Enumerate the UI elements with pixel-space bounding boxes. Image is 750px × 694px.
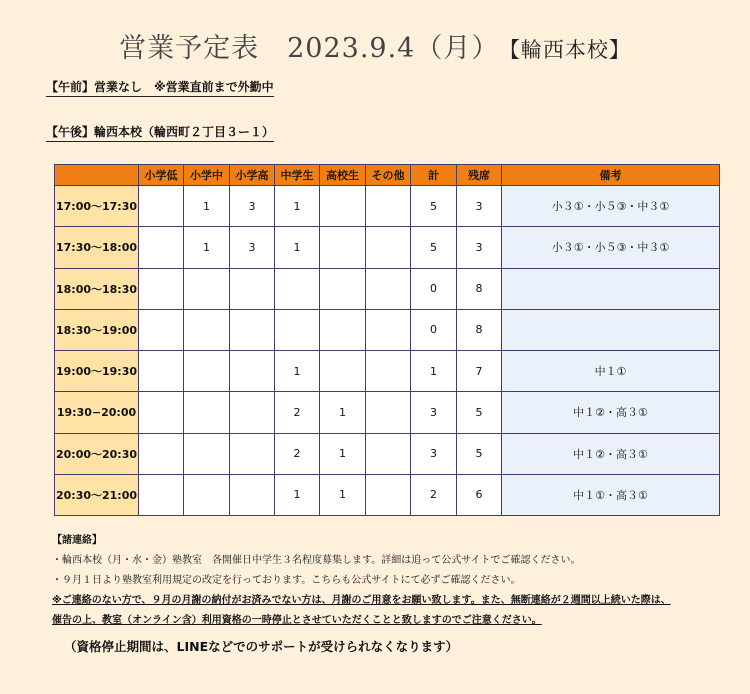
column-header — [55, 165, 139, 186]
column-header: 計 — [411, 165, 457, 186]
table-row — [55, 351, 720, 392]
count-cell — [230, 474, 275, 515]
time-slot: 19:00〜19:30 — [55, 351, 139, 392]
count-cell — [366, 351, 411, 392]
final-note: （資格停止期間は、LINEなどでのサポートが受けられなくなります） — [64, 639, 459, 654]
count-cell: 1 — [275, 227, 320, 268]
count-cell: 1 — [320, 433, 366, 474]
remarks-cell: 中１①・高３① — [502, 474, 720, 515]
count-cell: 3 — [230, 186, 275, 227]
table-row — [55, 392, 720, 433]
time-slot: 18:00〜18:30 — [55, 268, 139, 309]
count-cell — [366, 309, 411, 350]
count-cell — [230, 268, 275, 309]
remarks-cell: 中１②・高３① — [502, 392, 720, 433]
time-slot: 17:30〜18:00 — [55, 227, 139, 268]
count-cell: 1 — [275, 474, 320, 515]
column-header: 小学低 — [139, 165, 184, 186]
count-cell: 8 — [457, 268, 502, 309]
table-row — [55, 433, 720, 474]
table-header-row — [55, 165, 720, 186]
count-cell: 1 — [275, 186, 320, 227]
count-cell — [184, 392, 230, 433]
count-cell — [320, 268, 366, 309]
count-cell: 8 — [457, 309, 502, 350]
count-cell — [139, 433, 184, 474]
count-cell — [139, 309, 184, 350]
table-row — [55, 186, 720, 227]
count-cell — [184, 351, 230, 392]
column-header: 小学中 — [184, 165, 230, 186]
count-cell — [139, 227, 184, 268]
count-cell: 3 — [457, 186, 502, 227]
remarks-cell — [502, 268, 720, 309]
note-warning: 催告の上、教室（オンライン含）利用資格の一時停止とさせていただくことと致しますのでご注意ください。 — [52, 615, 542, 626]
count-cell: 2 — [275, 433, 320, 474]
column-header: 高校生 — [320, 165, 366, 186]
column-header: 残席 — [457, 165, 502, 186]
count-cell: 1 — [411, 351, 457, 392]
count-cell: 5 — [457, 433, 502, 474]
count-cell: 1 — [320, 392, 366, 433]
count-cell: 5 — [457, 392, 502, 433]
count-cell — [139, 392, 184, 433]
schedule-table — [54, 164, 720, 516]
count-cell — [320, 309, 366, 350]
page-title — [0, 26, 750, 65]
count-cell: 1 — [320, 474, 366, 515]
count-cell — [230, 351, 275, 392]
table-row — [55, 227, 720, 268]
remarks-cell — [502, 309, 720, 350]
count-cell — [366, 474, 411, 515]
count-cell — [139, 186, 184, 227]
table-row — [55, 474, 720, 515]
count-cell — [320, 227, 366, 268]
time-slot: 17:00〜17:30 — [55, 186, 139, 227]
count-cell: 1 — [275, 351, 320, 392]
count-cell — [184, 433, 230, 474]
note-line: ・９月１日より塾教室利用規定の改定を行っております。こちらも公式サイトにて必ずご確認ください。 — [52, 575, 521, 586]
count-cell — [275, 268, 320, 309]
count-cell: 2 — [411, 474, 457, 515]
notes-heading: 【諸連絡】 — [52, 535, 102, 546]
count-cell — [139, 268, 184, 309]
column-header: 小学高 — [230, 165, 275, 186]
count-cell — [366, 227, 411, 268]
count-cell — [320, 186, 366, 227]
count-cell: 3 — [411, 433, 457, 474]
count-cell: 3 — [230, 227, 275, 268]
notes-section — [52, 531, 671, 631]
column-header: その他 — [366, 165, 411, 186]
count-cell: 1 — [184, 186, 230, 227]
remarks-cell: 小３①・小５③・中３① — [502, 186, 720, 227]
count-cell — [366, 392, 411, 433]
note-warning: ※ご連絡のない方で、９月の月謝の納付がお済みでない方は、月謝のご用意をお願い致します。また、無断連絡が２週間以上続いた際は、 — [52, 595, 671, 606]
time-slot: 18:30〜19:00 — [55, 309, 139, 350]
count-cell — [320, 351, 366, 392]
count-cell: 0 — [411, 268, 457, 309]
table-row — [55, 309, 720, 350]
time-slot: 20:30〜21:00 — [55, 474, 139, 515]
time-slot: 19:30−20:00 — [55, 392, 139, 433]
afternoon-location: 【午後】輪西本校（輪西町２丁目３ー１） — [46, 123, 274, 142]
count-cell — [184, 309, 230, 350]
table-row — [55, 268, 720, 309]
count-cell — [230, 433, 275, 474]
remarks-cell: 中１②・高３① — [502, 433, 720, 474]
count-cell — [230, 392, 275, 433]
count-cell: 3 — [411, 392, 457, 433]
count-cell — [184, 474, 230, 515]
column-header: 中学生 — [275, 165, 320, 186]
morning-status: 【午前】営業なし ※営業直前まで外勤中 — [46, 78, 274, 97]
count-cell — [139, 351, 184, 392]
count-cell: 5 — [411, 186, 457, 227]
column-header: 備考 — [502, 165, 720, 186]
count-cell — [139, 474, 184, 515]
count-cell — [275, 309, 320, 350]
count-cell: 2 — [275, 392, 320, 433]
count-cell: 6 — [457, 474, 502, 515]
count-cell: 3 — [457, 227, 502, 268]
time-slot: 20:00〜20:30 — [55, 433, 139, 474]
count-cell — [366, 268, 411, 309]
title-text: 営業予定表 2023.9.4（月） — [119, 33, 500, 64]
note-line: ・輪西本校（月・水・金）塾教室 各開催日中学生３名程度募集します。詳細は追って公式サイトでご確認ください。 — [52, 555, 581, 566]
remarks-cell: 中１① — [502, 351, 720, 392]
remarks-cell: 小３①・小５③・中３① — [502, 227, 720, 268]
count-cell: 1 — [184, 227, 230, 268]
count-cell: 7 — [457, 351, 502, 392]
count-cell: 5 — [411, 227, 457, 268]
count-cell — [366, 186, 411, 227]
count-cell: 0 — [411, 309, 457, 350]
count-cell — [230, 309, 275, 350]
branch-name: 【輪西本校】 — [509, 38, 631, 62]
count-cell — [366, 433, 411, 474]
count-cell — [184, 268, 230, 309]
